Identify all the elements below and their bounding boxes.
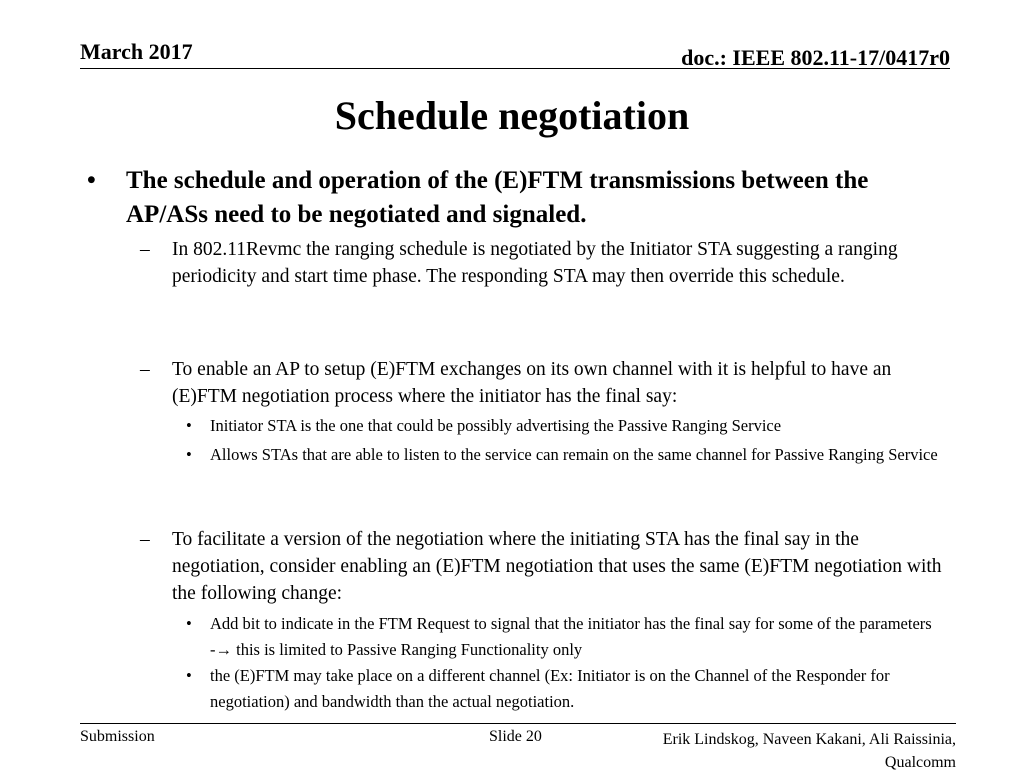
dash-marker: – [140,359,150,380]
slide-title: Schedule negotiation [334,93,690,138]
right-arrow-icon: → [215,640,232,659]
header-divider [80,68,950,69]
footer-divider [80,723,956,724]
footer-submission: Submission [80,728,155,745]
bullet-marker: • [186,614,192,633]
footer-authors [663,728,956,774]
bullet-marker: • [186,445,192,464]
sub-sub-item-text: the (E)FTM may take place on a different channel (Ex: Initiator is on the Channel of the Responder for negotiation) and bandwidth than the actual negotiation. [210,666,890,711]
bullet-marker: • [87,167,96,194]
dash-marker: – [140,529,150,550]
footer-authors-line-1: Erik Lindskog, Naveen Kakani, Ali Raissinia, [662,731,956,748]
sub-item-text: To facilitate a version of the negotiation where the initiating STA has the final say in the negotiation, consider enabling an (E)FTM negotiation that uses the same (E)FTM negotiation with the following change: [172,529,942,604]
header-date: March 2017 [80,39,193,64]
bullet-marker: • [186,416,192,435]
sub-item-text: To enable an AP to setup (E)FTM exchanges on its own channel with it is helpful to have an (E)FTM negotiation process where the initiator has the final say: [172,359,892,407]
item-text-before-arrow: Add bit to indicate in the FTM Request to signal that the initiator has the final say for some of the parameters - [210,614,932,659]
sub-sub-item-text [210,611,950,663]
item-text-after-arrow: this is limited to Passive Ranging Functionality only [232,640,583,659]
footer-authors-line-2: Qualcomm [884,754,956,771]
sub-sub-item-text: Initiator STA is the one that could be possibly advertising the Passive Ranging Service [210,416,782,435]
header-doc-id: doc.: IEEE 802.11-17/0417r0 [681,45,950,70]
footer-slide-number: Slide 20 [489,728,542,745]
bullet-marker: • [186,666,192,685]
bullet-text: The schedule and operation of the (E)FTM transmissions between the AP/ASs need to be negotiated and signaled. [126,167,869,228]
sub-sub-item-text: Allows STAs that are able to listen to the service can remain on the same channel for Passive Ranging Service [210,445,938,464]
dash-marker: – [140,239,150,260]
sub-item-text: In 802.11Revmc the ranging schedule is negotiated by the Initiator STA suggesting a ranging periodicity and start time phase. The responding STA may then override this schedule. [172,239,898,287]
